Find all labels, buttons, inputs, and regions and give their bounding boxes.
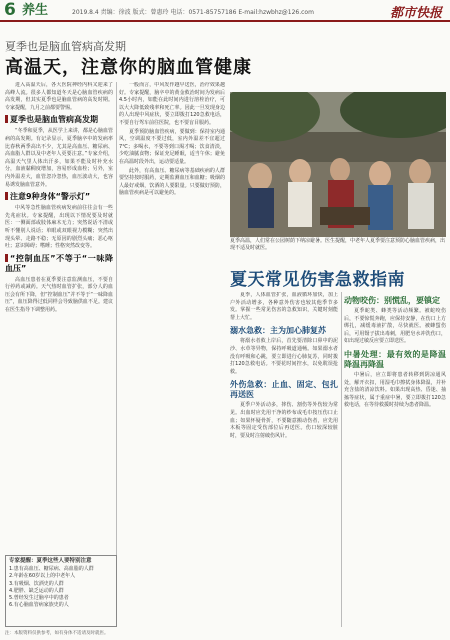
summer-heading: 溺水急救：主为加心肺复苏 bbox=[230, 326, 326, 336]
photo-caption: 夏季高温，人们常在公园树荫下纳凉避暑。医生提醒，中老年人夏季要注意预防心脑血管疾病，出现不适及时就医。 bbox=[230, 238, 446, 251]
page-meta: 2019.8.4 责编：徐波 版式：曾惠玲 电话：0571-85757186 E-mail:hzwbhz@126.com bbox=[72, 9, 314, 16]
page-header bbox=[0, 0, 450, 22]
tips-item: 6.有心脑血管病家族史的人 bbox=[9, 602, 69, 609]
summer-column-1 bbox=[230, 292, 338, 627]
tips-item: 2.年龄在60岁以上的中老年人 bbox=[9, 573, 76, 580]
tips-item: 5.曾经发生过脑卒中的患者 bbox=[9, 595, 69, 602]
section-text: 中风等急性脑血管疾病发病前往往会有一些先兆症状。专家提醒，出现以下情况要及时就医：一侧面部或肢体麻木无力；突然说话不清或听不懂别人说话；单眼或双眼视力模糊；突然出现头晕、走路不稳；无原因的剧烈头痛；恶心呕吐；意识障碍；嗜睡；性格突然改变等。 bbox=[5, 205, 113, 250]
summer-text: 中暑后，应立即将患者转移到阴凉通风处，解开衣扣，用湿毛巾擦拭身体降温，并补充含盐的清凉饮料。如果出现高热、昏迷、抽搐等症状，属于重症中暑，要立即拨打120急救电话，在等待救援时持续为患者降温。 bbox=[344, 371, 446, 409]
newspaper-masthead: 都市快报 bbox=[389, 6, 442, 21]
summer-heading: 中暑处理：最有效的是降温降温再降温 bbox=[344, 349, 446, 369]
section-heading: 注意9种身体“警示灯” bbox=[5, 192, 113, 202]
section-heading: 夏季也是脑血管病高发期 bbox=[5, 115, 113, 125]
summer-text: 将溺水者救上岸后，首先要清除口鼻中的泥沙、水草等异物，保持呼吸道通畅。如果溺水者没有呼吸和心跳，要立即进行心肺复苏，同时拨打120急救电话。不要花时间控水，以免耽误抢救。 bbox=[230, 338, 338, 375]
summer-heading: 动物咬伤：别慌乱，要镇定 bbox=[344, 296, 440, 305]
article-title: 高温天，注意你的脑血管健康 bbox=[5, 57, 252, 78]
tips-item: 1.患有高血压、糖尿病、高血脂的人群 bbox=[9, 566, 94, 573]
summer-column-2 bbox=[344, 292, 446, 627]
body-paragraph: 夏季预防脑血管疾病，要做到：保持室内通风，空调温度不要过低，室内外温差不宜超过7℃；多喝水，不要等到口渴才喝；饮食清淡，少吃油腻食物；保证充足睡眠，适当午休；避免在高温时段外出，运动要适量。 bbox=[119, 128, 225, 165]
park-scene-image bbox=[230, 92, 446, 237]
section-text: 高血压患者在夏季要注意监测血压，不要自行停药或减药。天气热时血管扩张，部分人的血压会有所下降，但“控制血压”并不等于“一味降血压”，血压降得过低同样会导致脑供血不足。建议在医生指导下调整用药。 bbox=[5, 276, 113, 314]
tips-item: 3.有吸烟、饮酒史的人群 bbox=[9, 580, 64, 587]
tips-title: 专家提醒：夏季这些人要特别注意 bbox=[9, 558, 92, 564]
section-text: “冬季和夏季，从医学上来讲，都是心脑血管病的高发期。有记录显示，夏季脑卒中的发病率比春秋两季高出不少，尤其是高血压、糖尿病、高血脂人群以及中老年人更要注意。”专家介绍，高温天气里人体出汗多，如果不能及时补充水分，血液黏稠度增加，容易形成血栓；另外，室内外温差大，血管忽冷忽热，血压波动大，也容易诱发脑血管意外。 bbox=[5, 128, 113, 188]
summer-text: 夏季户外活动多，摔伤、割伤等外伤较为常见。出血时应先用干净的纱布或毛巾按压伤口止血；如果怀疑骨折，不要随意搬动伤者，应先用木板等固定受伤部位后再送医。伤口较深较脏时，要及时注射破伤风针。 bbox=[230, 402, 338, 439]
news-photo bbox=[230, 92, 446, 237]
summer-article-title: 夏天常见伤害急救指南 bbox=[230, 270, 405, 290]
left-column-a bbox=[5, 82, 113, 548]
article-subtitle: 夏季也是脑血管病高发期 bbox=[5, 40, 126, 53]
section-heading: “控制血压”不等于“一味降血压” bbox=[5, 253, 113, 273]
summer-intro: 夏季，人体血管扩张，血液循环加快，加上户外活动增多，各种意外伤害也较其他季节多发。掌握一些常见伤害的急救知识，关键时刻能帮上大忙。 bbox=[230, 292, 338, 321]
body-paragraph: 一般而言，中风发作越早送医，治疗效果越好。专家提醒，脑卒中的黄金救治时间为发病后4.5小时内，如能在此时间内进行溶栓治疗，可以大大降低致残率和死亡率。因此一旦发现身边的人出现中风症状，要立即拨打120急救电话，不要自行驾车前往医院，也不要盲目服药。 bbox=[119, 82, 225, 126]
left-column-b bbox=[119, 82, 225, 627]
page-footnote: 注：本版资料仅供参考，如有身体不适请及时就医。 bbox=[5, 631, 109, 636]
summer-heading: 外伤急救：止血、固定、包扎再送医 bbox=[230, 380, 338, 400]
body-paragraph: 此外，有高血压、糖尿病等基础疾病的人群要坚持按时服药，定期监测血压和血糖；吸烟的人最好戒烟，饮酒的人要限量。只要做好预防，脑血管疾病是可以避免的。 bbox=[119, 167, 225, 197]
page-number: 6 bbox=[4, 0, 16, 20]
tips-item: 4.肥胖、缺乏运动的人群 bbox=[9, 587, 64, 594]
tips-box bbox=[5, 555, 117, 627]
lead-paragraph: 进入高温天后，各大医院神经内科又迎来了高峰人流。很多人都知道冬天是心脑血管疾病的高发期，但其实夏季也是脑血管病的高发时期。专家提醒，九月之前都要警惕。 bbox=[5, 82, 113, 111]
summer-text: 夏季蛇类、蜂类等活动频繁。被蛇咬伤后，不要惊慌奔跑，应保持安静，在伤口上方绑扎，减缓毒液扩散，尽快就医。被蜂蜇伤后，可用镊子拔出毒刺，用肥皂水冲洗伤口，如出现过敏反应要立即送医。 bbox=[344, 308, 446, 345]
section-name: 养生 bbox=[22, 3, 49, 18]
